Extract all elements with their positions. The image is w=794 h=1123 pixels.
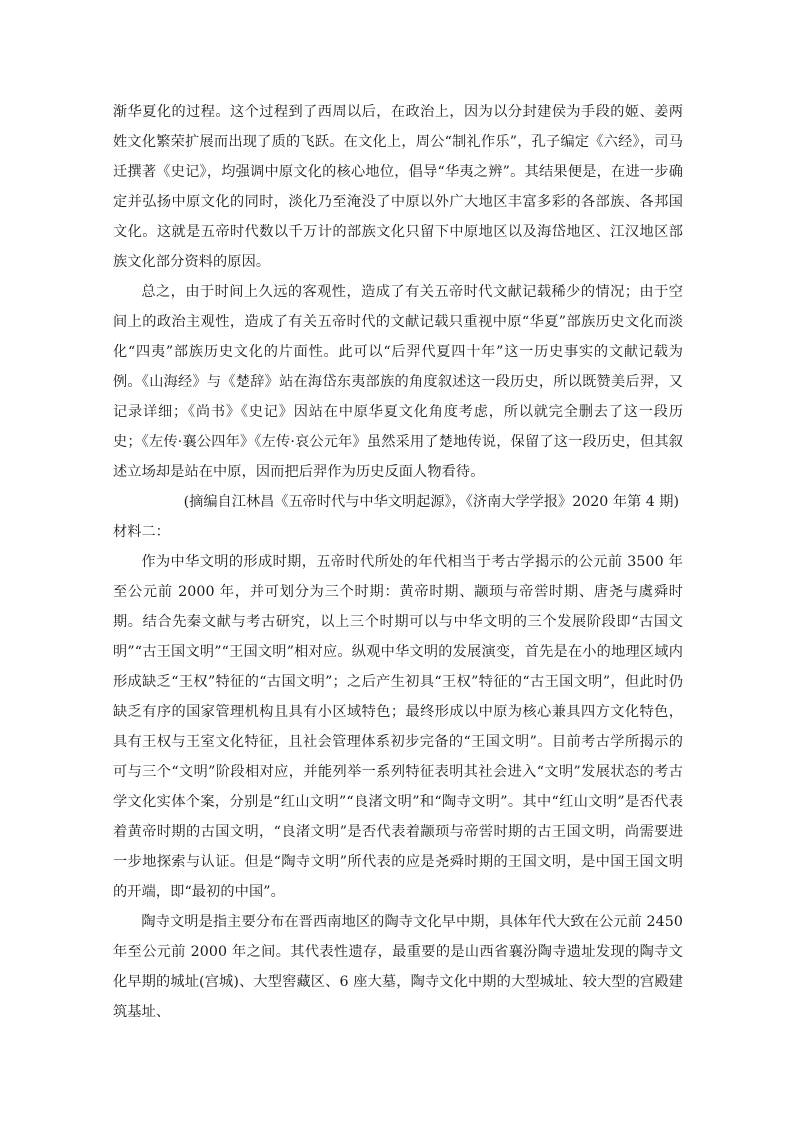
paragraph-4: 陶寺文明是指主要分布在晋西南地区的陶寺文化早中期，具体年代大致在公元前 2450 年至公元前 2000 年之间。其代表性遗存，最重要的是山西省襄汾陶寺遗址发现的陶寺文化早期的城址(宫城)、大型窖藏区、6 座大墓，陶寺文化中期的大型城址、较大型的宫殿建筑基址、 [113, 914, 683, 1020]
paragraph-2: 总之，由于时间上久远的客观性，造成了有关五帝时代文献记载稀少的情况；由于空间上的政治主观性，造成了有关五帝时代的文献记载只重视中原“华夏”部族历史文化而淡化“四夷”部族历史文化的片面性。此可以“后羿代夏四十年”这一历史事实的文献记载为例。《山海经》与《楚辞》站在海岱东夷部族的角度叙述这一段历史，所以既赞美后羿，又记录详细；《尚书》《史记》因站在中原华夏文化角度考虑，所以就完全删去了这一段历史；《左传·襄公四年》《左传·哀公元年》虽然采用了楚地传说，保留了这一段历史，但其叙述立场却是站在中原，因而把后羿作为历史反面人物看待。 [113, 284, 683, 480]
paragraph-3: 作为中华文明的形成时期，五帝时代所处的年代相当于考古学揭示的公元前 3500 年至公元前 2000 年，并可划分为三个时期：黄帝时期、颛顼与帝喾时期、唐尧与虞舜时期。结合先秦文献与考古研究，以上三个时期可以与中华文明的三个发展阶段即“古国文明”“古王国文明”“王国文明”相对应。纵观中华文明的发展演变，首先是在小的地理区域内形成缺乏“王权”特征的“古国文明”；之后产生初具“王权”特征的“古王国文明”，但此时仍缺乏有序的国家管理机构且具有小区域特色；最终形成以中原为核心兼具四方文化特色，具有王权与王室文化特征，且社会管理体系初步完备的“王国文明”。目前考古学所揭示的可与三个“文明”阶段相对应，并能列举一系列特征表明其社会进入“文明”发展状态的考古学文化实体个案，分别是“红山文明”“良渚文明”和“陶寺文明”。其中“红山文明”是否代表着黄帝时期的古国文明，“良渚文明”是否代表着颛顼与帝喾时期的古王国文明，尚需要进一步地探索与认证。但是“陶寺文明”所代表的应是尧舜时期的王国文明，是中国王国文明的开端，即“最初的中国”。 [113, 554, 683, 900]
document-page [113, 97, 683, 1027]
paragraph-1: 渐华夏化的过程。这个过程到了西周以后，在政治上，因为以分封建侯为手段的姬、姜两姓文化繁荣扩展而出现了质的飞跃。在文化上，周公“制礼作乐”，孔子编定《六经》，司马迁撰著《史记》，均强调中原文化的核心地位，倡导“华夷之辨”。其结果便是，在进一步确定并弘扬中原文化的同时，淡化乃至淹没了中原以外广大地区丰富多彩的各部族、各邦国文化。这就是五帝时代数以千万计的部族文化只留下中原地区以及海岱地区、江汉地区部族文化部分资料的原因。 [113, 104, 683, 270]
material-two-heading: 材料二： [113, 524, 170, 540]
source-citation: (摘编自江林昌《五帝时代与中华文明起源》，《济南大学学报》2020 年第 4 期) [183, 494, 679, 510]
